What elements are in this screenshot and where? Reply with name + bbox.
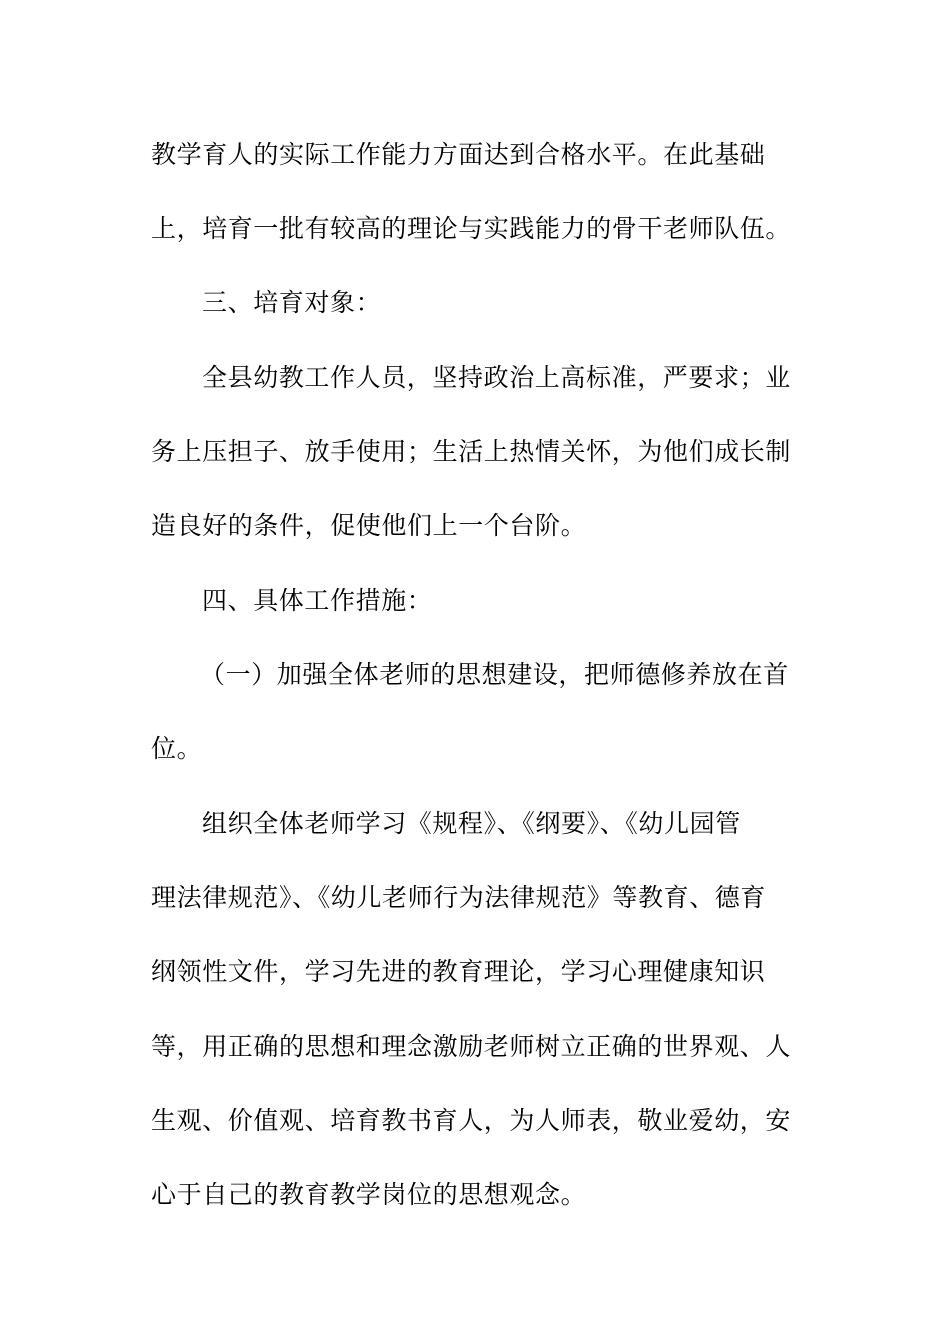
subsection-heading: 位。 bbox=[151, 734, 203, 763]
paragraph-line: 造良好的条件，促使他们上一个台阶。 bbox=[151, 511, 587, 540]
paragraph-line: 心于自己的教育教学岗位的思想观念。 bbox=[151, 1180, 587, 1209]
section-heading: 三、培育对象： bbox=[202, 288, 382, 317]
paragraph-line: 务上压担子、放手使用；生活上热情关怀，为他们成长制 bbox=[151, 437, 792, 466]
paragraph-line: 理法律规范》、《幼儿老师行为法律规范》等教育、德育 bbox=[151, 883, 767, 912]
paragraph-line: 教学育人的实际工作能力方面达到合格水平。在此基础 bbox=[151, 140, 766, 169]
paragraph-line: 生观、价值观、培育教书育人，为人师表，敬业爱幼，安 bbox=[151, 1106, 792, 1135]
paragraph-line: 等，用正确的思想和理念激励老师树立正确的世界观、人 bbox=[151, 1032, 792, 1061]
section-heading: 四、具体工作措施： bbox=[202, 586, 433, 615]
paragraph-line: 上，培育一批有较高的理论与实践能力的骨干老师队伍。 bbox=[151, 214, 792, 243]
subsection-heading: （一）加强全体老师的思想建设，把师德修养放在首 bbox=[200, 660, 789, 689]
paragraph-line: 纲领性文件，学习先进的教育理论，学习心理健康知识 bbox=[151, 957, 766, 986]
paragraph-line: 组织全体老师学习《规程》、《纲要》、《幼儿园管 bbox=[202, 809, 741, 838]
paragraph-line: 全县幼教工作人员，坚持政治上高标准，严要求；业 bbox=[202, 363, 791, 392]
